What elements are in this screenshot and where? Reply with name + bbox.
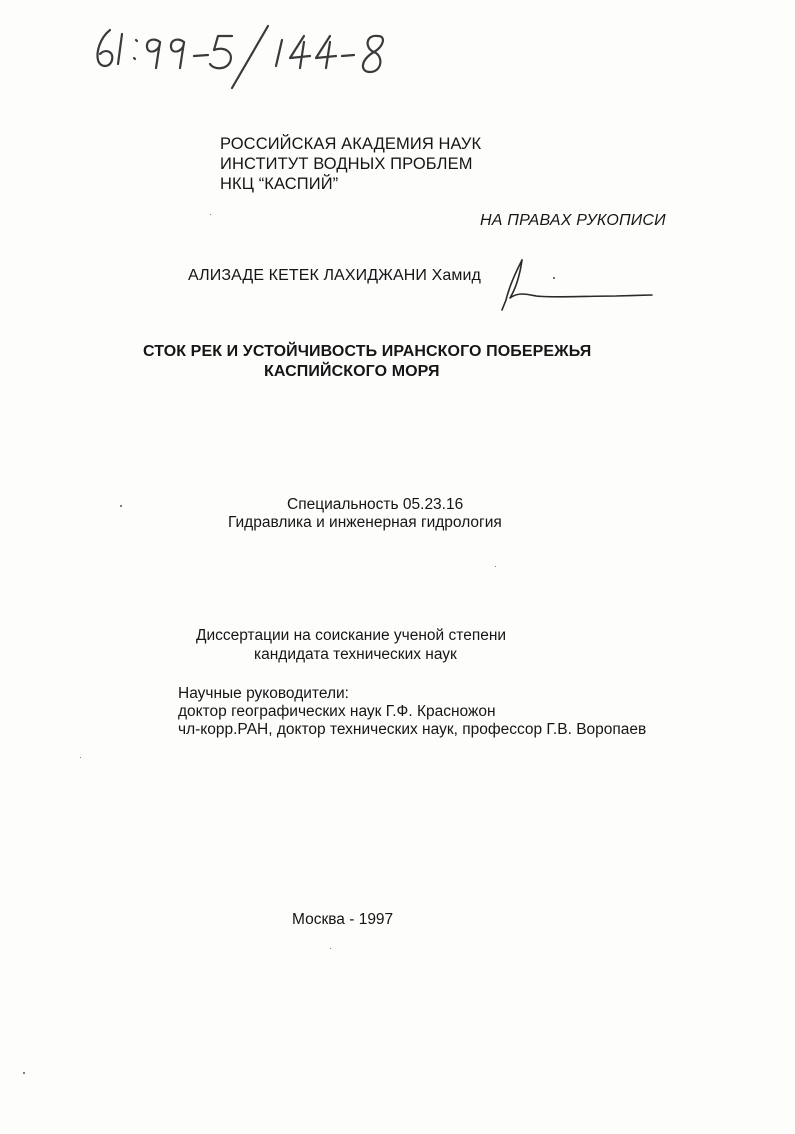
- specialty-code: Специальность 05.23.16: [287, 496, 464, 513]
- scan-speck: [330, 948, 331, 949]
- dissertation-title-line-1: СТОК РЕК И УСТОЙЧИВОСТЬ ИРАНСКОГО ПОБЕРЕЖЬЯ: [143, 343, 592, 360]
- institution-line-1: РОССИЙСКАЯ АКАДЕМИЯ НАУК: [220, 135, 482, 153]
- scan-speck: [120, 505, 122, 507]
- specialty-name: Гидравлика и инженерная гидрология: [228, 514, 502, 531]
- institution-line-3: НКЦ “КАСПИЙ”: [220, 175, 339, 193]
- institution-line-2: ИНСТИТУТ ВОДНЫХ ПРОБЛЕМ: [220, 155, 473, 173]
- scan-speck: [495, 566, 496, 567]
- scan-speck: [210, 214, 211, 215]
- archive-code-scribble: [92, 22, 402, 92]
- dissertation-title-line-2: КАСПИЙСКОГО МОРЯ: [264, 363, 440, 380]
- signature-scribble: [496, 254, 656, 314]
- scan-speck: [80, 757, 81, 758]
- institution-block: [220, 134, 481, 194]
- supervisors-heading: Научные руководители:: [178, 685, 349, 702]
- supervisor-2: чл-корр.РАН, доктор технических наук, профессор Г.В. Воропаев: [178, 721, 647, 738]
- author-name: АЛИЗАДЕ КЕТЕК ЛАХИДЖАНИ Хамид: [188, 267, 481, 284]
- supervisor-1: доктор географических наук Г.Ф. Красножон: [178, 703, 496, 720]
- degree-line-2: кандидата технических наук: [254, 646, 457, 663]
- archive-code-handwritten: [92, 22, 402, 92]
- manuscript-rights: НА ПРАВАХ РУКОПИСИ: [480, 212, 666, 229]
- degree-line-1: Диссертации на соискание ученой степени: [196, 627, 507, 644]
- scan-speck: [23, 1072, 25, 1074]
- author-signature: [496, 254, 656, 314]
- place-and-year: Москва - 1997: [292, 911, 394, 928]
